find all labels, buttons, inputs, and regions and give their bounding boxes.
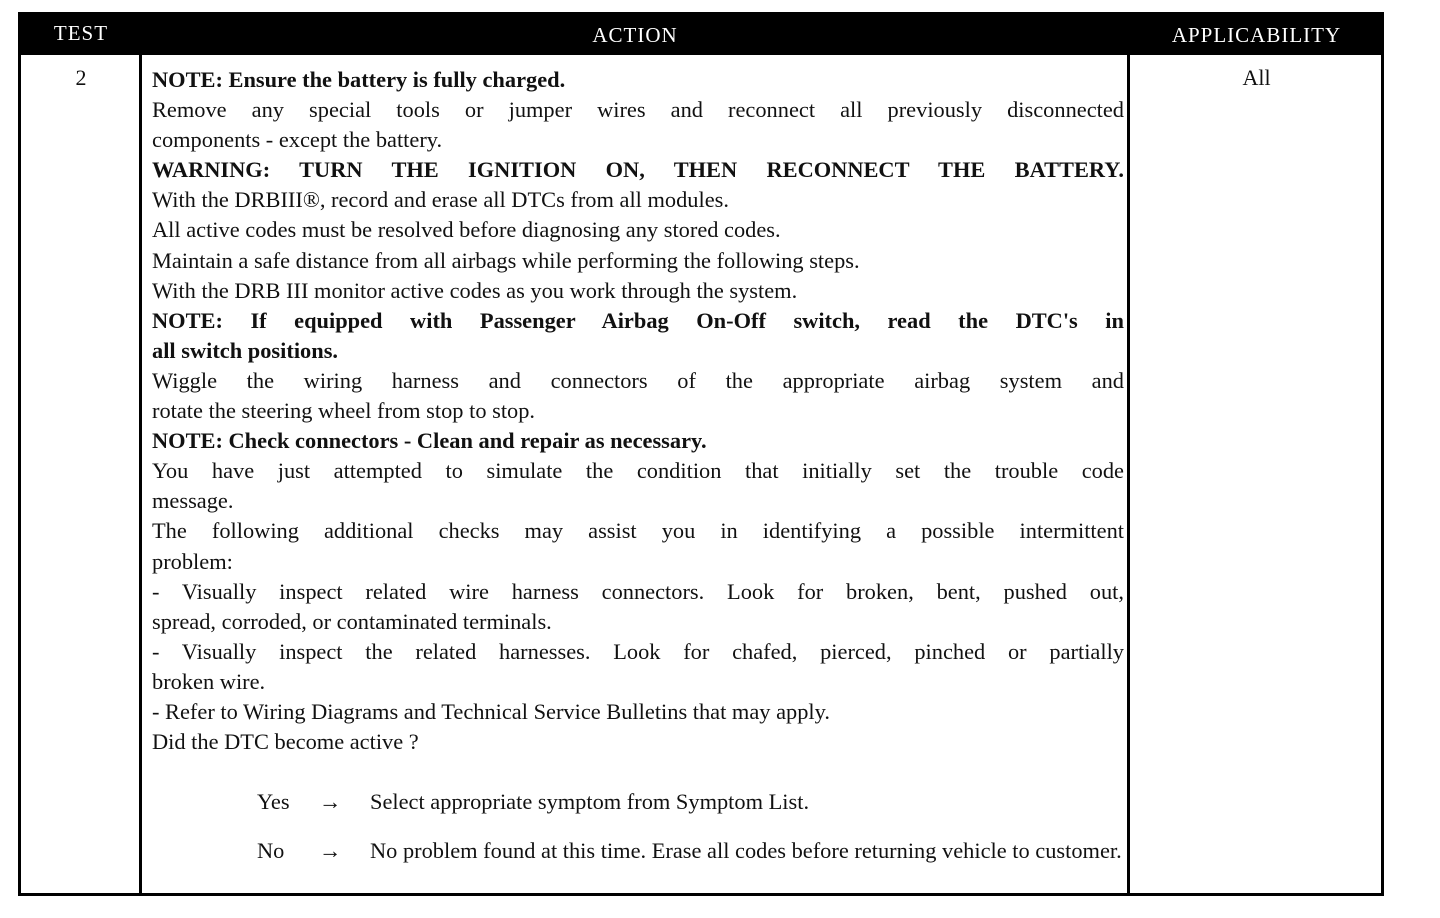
action-line: You have just attempted to simulate the condition that initially set the trouble code bbox=[152, 458, 1124, 484]
right-arrow-icon: → bbox=[319, 838, 342, 863]
diagnostic-table bbox=[18, 12, 1384, 896]
column-divider-test bbox=[139, 55, 142, 893]
yes-result: Select appropriate symptom from Symptom List. bbox=[370, 789, 810, 814]
test-number: 2 bbox=[75, 65, 87, 90]
action-line: Remove any special tools or jumper wires and reconnect all previously disconnected bbox=[152, 97, 1124, 123]
table-header bbox=[21, 15, 1381, 55]
action-line: Maintain a safe distance from all airbags while performing the following steps. bbox=[152, 247, 860, 273]
right-arrow-icon: → bbox=[319, 789, 342, 814]
no-label: No bbox=[257, 838, 285, 863]
action-line: - Visually inspect the related harnesses. Look for chafed, pierced, pinched or partially bbox=[152, 638, 1124, 664]
action-line: - Visually inspect related wire harness connectors. Look for broken, bent, pushed out, bbox=[152, 578, 1124, 604]
action-line: The following additional checks may assist you in identifying a possible intermittent bbox=[152, 518, 1124, 544]
action-line: Wiggle the wiring harness and connectors of the appropriate airbag system and bbox=[152, 367, 1124, 393]
action-line: With the DRBIII®, record and erase all DTCs from all modules. bbox=[152, 187, 729, 213]
action-line: - Refer to Wiring Diagrams and Technical Service Bulletins that may apply. bbox=[152, 698, 830, 724]
action-line: components - except the battery. bbox=[152, 127, 443, 153]
action-line: With the DRB III monitor active codes as you work through the system. bbox=[152, 277, 798, 303]
note-airbag-switch: NOTE: If equipped with Passenger Airbag On-Off switch, read the DTC's in bbox=[152, 307, 1124, 333]
header-action: ACTION bbox=[592, 23, 678, 47]
action-line: problem: bbox=[152, 548, 233, 574]
action-line: message. bbox=[152, 488, 234, 514]
action-line: rotate the steering wheel from stop to stop. bbox=[152, 398, 536, 424]
header-test: TEST bbox=[53, 21, 109, 45]
header-applicability: APPLICABILITY bbox=[1171, 23, 1342, 47]
question: Did the DTC become active ? bbox=[152, 729, 419, 755]
action-line: spread, corroded, or contaminated terminals. bbox=[152, 608, 552, 634]
note-connectors: NOTE: Check connectors - Clean and repair as necessary. bbox=[152, 428, 707, 454]
no-result: No problem found at this time. Erase all codes before returning vehicle to customer. bbox=[370, 838, 1122, 863]
action-line: All active codes must be resolved before diagnosing any stored codes. bbox=[152, 217, 781, 243]
action-text bbox=[152, 65, 1124, 757]
note-battery: NOTE: Ensure the battery is fully charged. bbox=[152, 67, 566, 92]
yes-label: Yes bbox=[257, 789, 290, 814]
note-airbag-switch-cont: all switch positions. bbox=[152, 337, 339, 363]
answer-yes bbox=[257, 787, 1125, 817]
action-line: broken wire. bbox=[152, 668, 266, 694]
warning-ignition: WARNING: TURN THE IGNITION ON, THEN RECONNECT THE BATTERY. bbox=[152, 157, 1124, 183]
applicability-value: All bbox=[1242, 65, 1271, 90]
column-divider-applicability bbox=[1127, 55, 1130, 893]
answer-no bbox=[257, 836, 1125, 896]
answer-options bbox=[257, 787, 1125, 896]
